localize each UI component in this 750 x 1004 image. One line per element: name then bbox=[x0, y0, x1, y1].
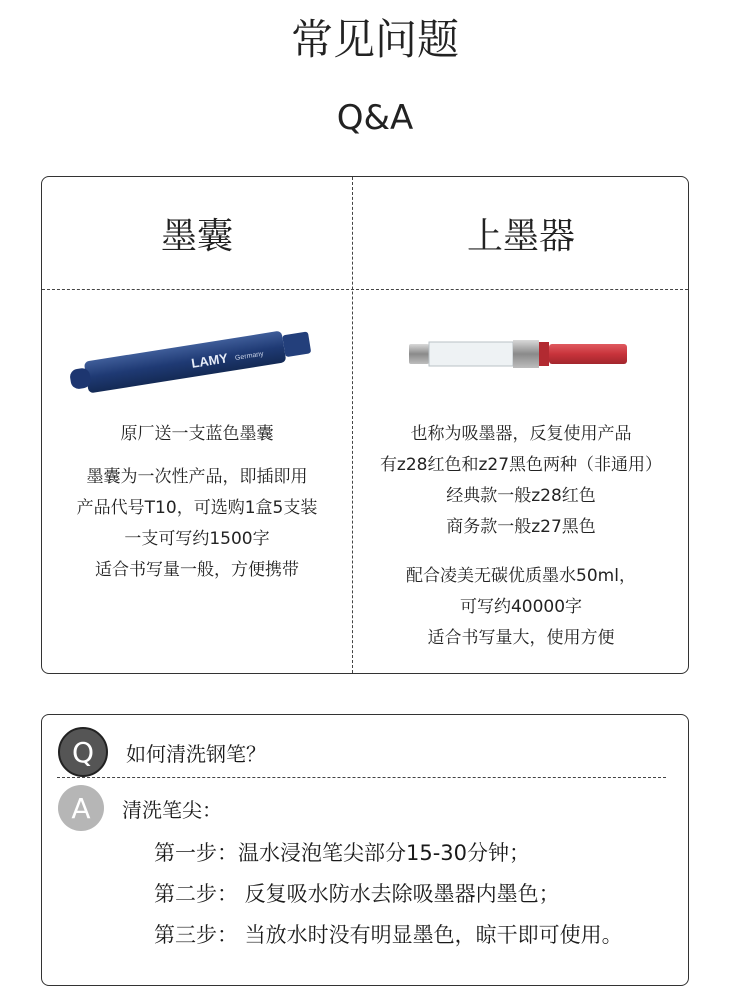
cartridge-brand-sub-text: Germany bbox=[234, 350, 265, 363]
ink-cartridge-desc-2 bbox=[42, 462, 352, 586]
ink-cartridge-desc-1 bbox=[42, 419, 352, 450]
cleaning-steps bbox=[154, 833, 623, 956]
converter-image bbox=[353, 289, 689, 419]
page-subtitle: Q&A bbox=[336, 98, 414, 138]
answer-row bbox=[58, 785, 222, 831]
ink-cartridge-heading: 墨囊 bbox=[160, 215, 233, 257]
ink-cartridge-image bbox=[42, 289, 352, 419]
qa-divider bbox=[57, 777, 666, 778]
step-1: 第一步：温水浸泡笔尖部分15-30分钟； bbox=[154, 841, 531, 865]
step-2: 第二步： 反复吸水防水去除吸墨器内墨色； bbox=[154, 882, 560, 906]
desc-line: 一支可写约1500字 bbox=[124, 529, 270, 549]
converter-illustration bbox=[401, 324, 641, 384]
desc-line: 经典款一般z28红色 bbox=[446, 486, 596, 506]
cartridge-brand-text: LAMY bbox=[190, 350, 229, 371]
ink-cartridge-illustration bbox=[62, 304, 332, 404]
desc-line: 原厂送一支蓝色墨囊 bbox=[120, 424, 274, 444]
question-row bbox=[58, 727, 266, 777]
question-badge: Q bbox=[58, 727, 108, 777]
comparison-card bbox=[41, 176, 689, 674]
desc-line: 配合凌美无碳优质墨水50ml， bbox=[406, 566, 636, 586]
converter-desc-2 bbox=[353, 561, 689, 654]
step-3: 第三步： 当放水时没有明显墨色，晾干即可使用。 bbox=[154, 923, 623, 947]
desc-line: 有z28红色和z27黑色两种（非通用） bbox=[379, 455, 663, 475]
desc-line: 也称为吸墨器，反复使用产品 bbox=[410, 424, 632, 444]
desc-line: 商务款一般z27黑色 bbox=[446, 517, 596, 537]
desc-line: 产品代号T10，可选购1盒5支装 bbox=[76, 498, 318, 518]
page-title: 常见问题 bbox=[290, 15, 459, 64]
answer-title: 清洗笔尖： bbox=[122, 797, 222, 822]
qa-card bbox=[41, 714, 689, 986]
question-text: 如何清洗钢笔？ bbox=[126, 741, 266, 766]
converter-column bbox=[353, 177, 689, 654]
converter-desc-1 bbox=[353, 419, 689, 543]
desc-line: 适合书写量一般，方便携带 bbox=[95, 560, 299, 580]
desc-line: 可写约40000字 bbox=[459, 597, 583, 617]
answer-badge: A bbox=[58, 785, 104, 831]
converter-heading: 上墨器 bbox=[466, 215, 575, 257]
desc-line: 墨囊为一次性产品，即插即用 bbox=[86, 467, 308, 487]
desc-line: 适合书写量大，使用方便 bbox=[427, 628, 615, 648]
ink-cartridge-column bbox=[42, 177, 352, 586]
